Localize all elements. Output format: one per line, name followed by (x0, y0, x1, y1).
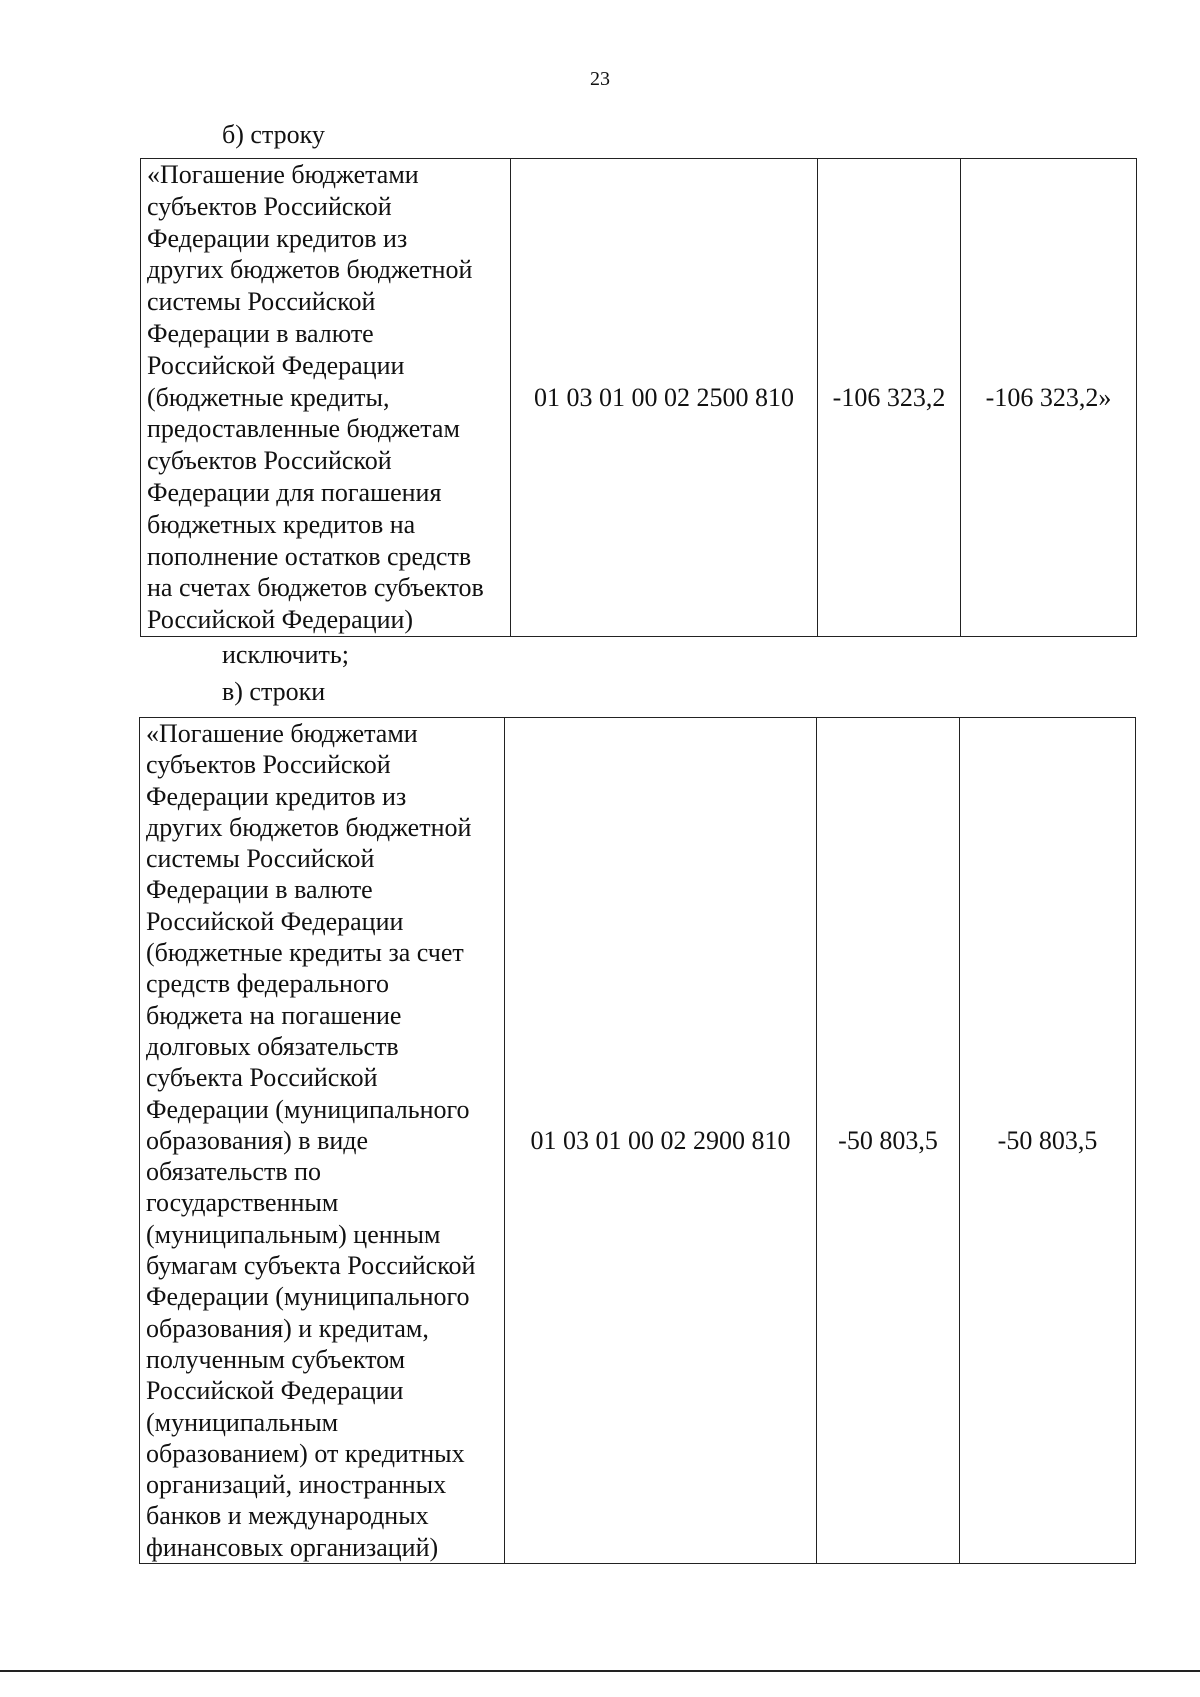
description-line: Федерации (муниципального (146, 1282, 470, 1312)
description-line: Федерации для погашения (147, 477, 442, 507)
exclude-text: исключить; (222, 640, 349, 669)
description-line: бюджетных кредитов на (147, 509, 416, 539)
description-line: организаций, иностранных (146, 1470, 447, 1500)
table-row (140, 718, 1136, 1564)
section-v-title: в) строки (222, 677, 326, 706)
description-line: средств федерального (146, 969, 389, 999)
description-line: субъектов Российской (146, 750, 391, 780)
description-line: предоставленные бюджетам (147, 414, 460, 444)
description-line: бюджета на погашение (146, 1000, 402, 1030)
description-line: образования) и кредитам, (146, 1313, 429, 1343)
budget-table-b (140, 158, 1137, 637)
amount-2: -50 803,5 (960, 718, 1136, 1564)
budget-code: 01 03 01 00 02 2900 810 (505, 718, 817, 1564)
row-description (141, 159, 511, 637)
description-line: Федерации в валюте (146, 875, 373, 905)
description-line: долговых обязательств (146, 1031, 399, 1061)
description-line: Федерации кредитов из (147, 223, 408, 253)
description-line: (муниципальным (146, 1407, 339, 1437)
bottom-divider (0, 1670, 1200, 1672)
description-line: (муниципальным) ценным (146, 1219, 441, 1249)
description-line: других бюджетов бюджетной (146, 812, 472, 842)
description-line: Российской Федерации) (147, 605, 414, 635)
description-line: образования) в виде (146, 1125, 369, 1155)
description-line: Российской Федерации (147, 350, 405, 380)
description-line: Российской Федерации (146, 1376, 404, 1406)
description-line: образованием) от кредитных (146, 1438, 465, 1468)
description-line: «Погашение бюджетами (147, 160, 419, 189)
section-b-title: б) строку (222, 120, 325, 149)
row-description (140, 718, 505, 1564)
amount-1: -50 803,5 (817, 718, 960, 1564)
description-line: Российской Федерации (146, 906, 404, 936)
page-number: 23 (590, 68, 610, 90)
description-line: «Погашение бюджетами (146, 719, 418, 748)
description-line: других бюджетов бюджетной (147, 255, 473, 285)
description-line: государственным (146, 1188, 339, 1218)
description-line: (бюджетные кредиты, (147, 382, 390, 412)
description-line: субъектов Российской (147, 446, 392, 476)
description-line: на счетах бюджетов субъектов (147, 573, 484, 603)
description-line: банков и международных (146, 1501, 429, 1531)
description-line: Федерации в валюте (147, 318, 374, 348)
description-line: системы Российской (146, 844, 375, 874)
budget-code: 01 03 01 00 02 2500 810 (511, 159, 818, 637)
description-line: Федерации кредитов из (146, 781, 407, 811)
description-line: (бюджетные кредиты за счет (146, 938, 464, 968)
amount-1: -106 323,2 (818, 159, 961, 637)
description-line: финансовых организаций) (146, 1532, 439, 1562)
description-line: обязательств по (146, 1157, 322, 1187)
amount-2: -106 323,2» (961, 159, 1137, 637)
table-row (141, 159, 1137, 637)
description-line: субъектов Российской (147, 191, 392, 221)
description-line: субъекта Российской (146, 1063, 378, 1093)
description-line: системы Российской (147, 287, 376, 317)
budget-table-v (139, 717, 1136, 1564)
description-line: Федерации (муниципального (146, 1094, 470, 1124)
description-line: полученным субъектом (146, 1344, 406, 1374)
description-line: пополнение остатков средств (147, 541, 472, 571)
description-line: бумагам субъекта Российской (146, 1251, 476, 1281)
